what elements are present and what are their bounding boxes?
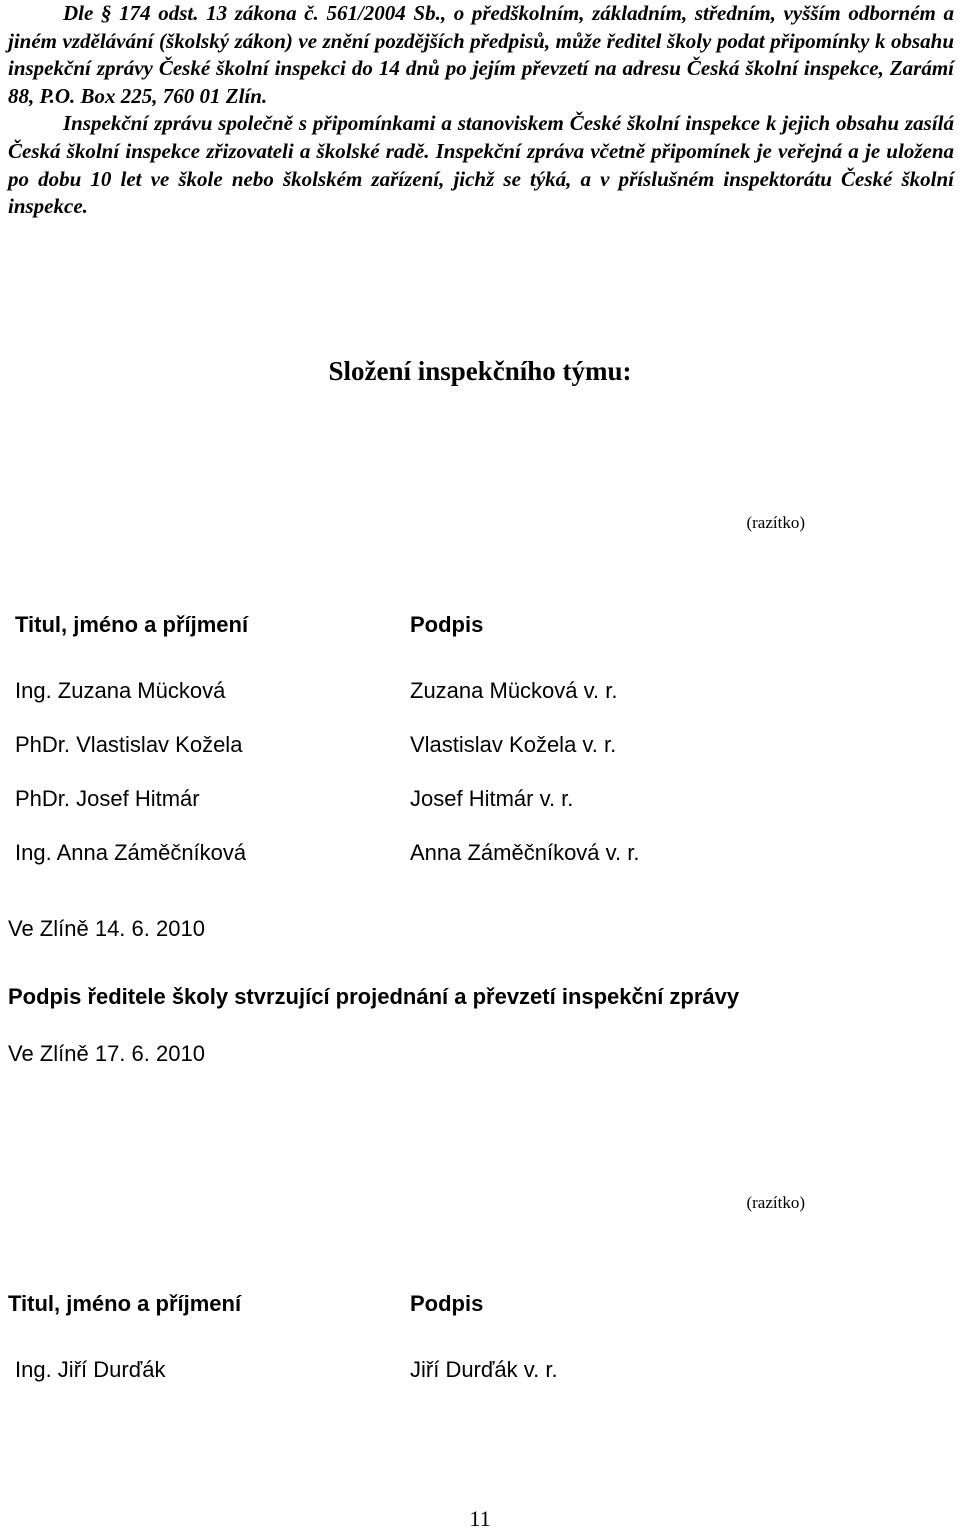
- team-member-signature: Vlastislav Kožela v. r.: [410, 732, 617, 757]
- intro-paragraph-2: Inspekční zprávu společně s připomínkami a stanoviskem České školní inspekce k jejich obsahu zasílá Česká školní inspekce zřizovateli a školské radě. Inspekční zpráva včetně připomínek je veřejná a je uložena po dobu 10 let ve škole nebo školském zařízení, jichž se týká, a v příslušném inspektorátu České školní inspekce.: [8, 111, 954, 219]
- team-member-name: Ing. Zuzana Mücková: [15, 678, 226, 703]
- director-date: Ve Zlíně 17. 6. 2010: [8, 1041, 205, 1066]
- team-member-signature: Anna Záměčníková v. r.: [410, 840, 640, 865]
- team-member-signature: Zuzana Mücková v. r.: [410, 678, 618, 703]
- director-name-header: Titul, jméno a příjmení: [8, 1291, 242, 1316]
- team-member-name: Ing. Anna Záměčníková: [15, 840, 247, 865]
- intro-text: [8, 0, 954, 221]
- director-signature-header: Podpis: [410, 1291, 484, 1316]
- page-number: 11: [469, 1506, 491, 1531]
- team-heading: Složení inspekčního týmu:: [328, 356, 632, 386]
- team-stamp-label: (razítko): [746, 513, 805, 532]
- team-member-name: PhDr. Josef Hitmár: [15, 786, 200, 811]
- team-date: Ve Zlíně 14. 6. 2010: [8, 916, 205, 941]
- director-stamp-label: (razítko): [746, 1193, 805, 1212]
- director-signature-title: Podpis ředitele školy stvrzující projednání a převzetí inspekční zprávy: [8, 984, 740, 1009]
- team-signature-header: Podpis: [410, 612, 484, 637]
- director-name: Ing. Jiří Durďák: [15, 1357, 166, 1382]
- team-member-name: PhDr. Vlastislav Kožela: [15, 732, 243, 757]
- team-member-signature: Josef Hitmár v. r.: [410, 786, 574, 811]
- intro-paragraph-1: Dle § 174 odst. 13 zákona č. 561/2004 Sb., o předškolním, základním, středním, vyšším odborném a jiném vzdělávání (školský zákon) ve znění pozdějších předpisů, může ředitel školy podat připomínky k obsahu inspekční zprávy České školní inspekci do 14 dnů po jejím převzetí na adresu Česká školní inspekce, Zarámí 88, P.O. Box 225, 760 01 Zlín.: [8, 1, 954, 108]
- director-signature: Jiří Durďák v. r.: [410, 1357, 558, 1382]
- team-name-header: Titul, jméno a příjmení: [15, 612, 249, 637]
